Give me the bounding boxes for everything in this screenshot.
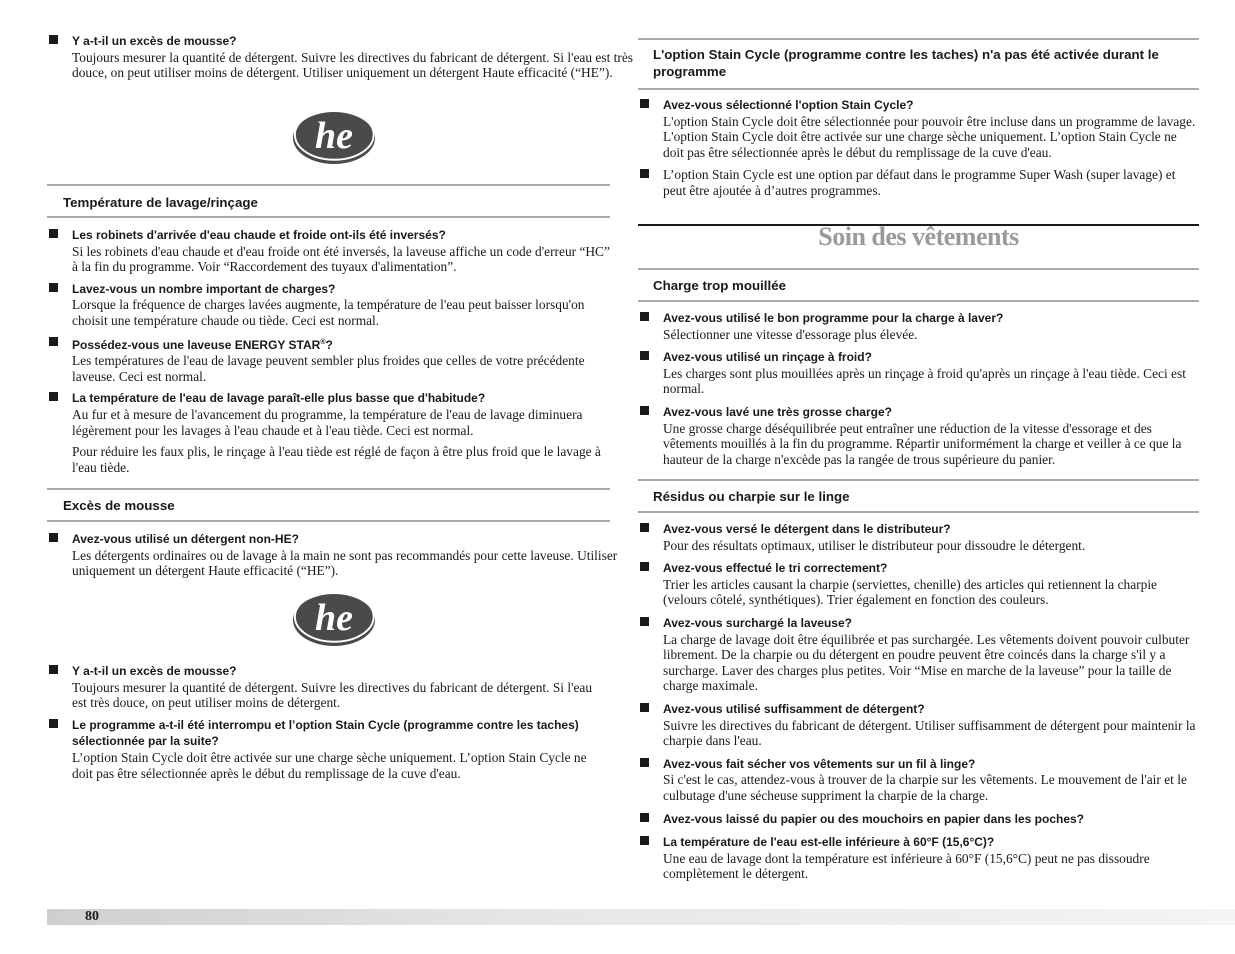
question: Avez-vous utilisé suffisamment de détergent? [663, 701, 925, 716]
he-logo-icon [291, 108, 377, 168]
stain-list [638, 97, 1199, 199]
list-item [47, 717, 610, 781]
question: Avez-vous utilisé un rinçage à froid? [663, 350, 872, 365]
question: Y a-t-il un excès de mousse? [72, 34, 237, 48]
question [72, 338, 333, 352]
registered-mark: ® [320, 338, 326, 346]
section-title: L'option Stain Cycle (programme contre les taches) n'a pas été activée durant le programme [653, 47, 1159, 79]
question: Avez-vous versé le détergent dans le distributeur? [663, 522, 951, 536]
list-item [638, 811, 1199, 828]
bullet-icon [49, 533, 58, 542]
bullet-icon [49, 35, 58, 44]
bullet-icon [49, 719, 58, 728]
answer: Pour des résultats optimaux, utiliser le distributeur pour dissoudre le détergent. [663, 537, 1086, 553]
question: Y a-t-il un excès de mousse? [72, 664, 237, 678]
question: La température de l'eau est-elle inférieure à 60°F (15,6°C)? [663, 835, 995, 850]
section-title: Excès de mousse [63, 498, 175, 513]
bullet-icon [640, 562, 649, 571]
answer: L’option Stain Cycle doit être activée sur une charge sèche uniquement. L’option Stain Cycle ne doit pas être sélectionnée après le début du remplissage de la cuve d'eau. [72, 749, 587, 781]
bullet-icon [640, 312, 649, 321]
bullet-icon [49, 392, 58, 401]
question: La température de l'eau de lavage paraît-elle plus basse que d'habitude? [72, 391, 486, 406]
list-item [47, 33, 635, 81]
answer: Suivre les directives du fabricant de détergent. Utiliser suffisamment de détergent pour maintenir la charpie dans l'eau. [663, 717, 1196, 749]
answer: L’option Stain Cycle est une option par défaut dans le programme Super Wash (super lavage) et peut être ajoutée à d’autres programmes. [663, 167, 1176, 198]
question: Avez-vous utilisé le bon programme pour la charge à laver? [663, 311, 1004, 325]
he-logo-icon [291, 590, 377, 650]
answer: Si les robinets d'eau chaude et d'eau froide ont été inversés, la laveuse affiche un code d'erreur “HC” à la fin du programme. Voir “Raccordement des tuyaux d'alimentation”. [72, 243, 610, 275]
question: Avez-vous effectué le tri correctement? [663, 561, 888, 576]
list-item [47, 663, 610, 711]
question-text: Possédez-vous une laveuse ENERGY STAR [72, 337, 321, 352]
note-paragraph: Pour réduire les faux plis, le rinçage à l'eau tiède est réglé de façon à être plus froid que le lavage à l'eau tiède. [72, 444, 601, 475]
answer: Lorsque la fréquence de charges lavées augmente, la température de l'eau peut baisser lorsqu'on choisit une température chaude ou tiède. Ceci est normal. [72, 297, 585, 328]
page-title: Soin des vêtements [818, 222, 1019, 251]
bullet-icon [640, 813, 649, 822]
section-title: Charge trop mouillée [653, 278, 786, 293]
list-item [638, 404, 1199, 467]
question: Avez-vous surchargé la laveuse? [663, 615, 852, 630]
mouillee-list [638, 310, 1199, 467]
answer: Les détergents ordinaires ou de lavage à la main ne sont pas recommandés pour cette laveuse. Utiliser uniquement un détergent Haute efficacité (“HE”). [72, 547, 618, 579]
question: Les robinets d'arrivée d'eau chaude et froide ont-ils été inversés? [72, 228, 446, 242]
question: Avez-vous utilisé un détergent non-HE? [72, 532, 299, 546]
section-header-stain [638, 38, 1199, 90]
list-item [47, 390, 610, 438]
bullet-icon [640, 617, 649, 626]
footer-bar [47, 909, 1235, 925]
bullet-icon [640, 351, 649, 360]
question: Lavez-vous un nombre important de charges? [72, 281, 336, 296]
section-header-mousse [47, 488, 610, 522]
answer: Si c'est le cas, attendez-vous à trouver de la charpie sur les vêtements. Le mouvement de l'air et le culbutage d'une sécheuse suppriment la charpie de la charge. [663, 772, 1187, 803]
question: Le programme a-t-il été interrompu et l’option Stain Cycle (programme contre les taches) sélectionnée par la suite? [72, 717, 579, 749]
list-item [638, 521, 1199, 553]
section-header-temperature [47, 184, 610, 218]
page-number: 80 [85, 909, 99, 924]
answer: Une eau de lavage dont la température est inférieure à 60°F (15,6°C) peut ne pas dissoudre complètement le détergent. [663, 850, 1150, 882]
list-item [638, 310, 1199, 342]
question: Avez-vous sélectionné l'option Stain Cycle? [663, 98, 914, 112]
list-item [638, 560, 1199, 608]
answer: Les charges sont plus mouillées après un rinçage à froid qu'après un rinçage à l'eau tiède. Ceci est normal. [663, 365, 1186, 397]
list-item [638, 615, 1199, 694]
bullet-icon [640, 836, 649, 845]
answer: Trier les articles causant la charpie (serviettes, chenille) des articles qui retiennent la charpie (velours côtelé, synthétiques). Trier également en fonction des couleurs. [663, 576, 1158, 608]
question-end: ? [325, 337, 333, 352]
answer: Une grosse charge déséquilibrée peut entraîner une réduction de la vitesse d'essorage et des vêtements mouillés à la fin du programme. Répartir uniformément la charge et veiller à ce que la hauteur de la charge n'excède pas la rangée de trous supérieure du panier. [663, 420, 1182, 467]
answer: Toujours mesurer la quantité de détergent. Suivre les directives du fabricant de détergent. Si l'eau est très douce, on peut utiliser moins de détergent. [72, 679, 593, 711]
bullet-icon [640, 703, 649, 712]
list-item [47, 227, 610, 275]
bullet-icon [640, 406, 649, 415]
list-item [638, 834, 1199, 882]
temperature-list [47, 227, 610, 475]
list-item [638, 349, 1199, 397]
bullet-icon [49, 337, 58, 346]
list-item [47, 335, 610, 385]
list-item [638, 756, 1199, 804]
bullet-icon [49, 229, 58, 238]
answer: Sélectionner une vitesse d'essorage plus élevée. [663, 326, 918, 342]
section-header-mouillee [638, 268, 1199, 302]
bullet-icon [640, 99, 649, 108]
list-item [47, 531, 635, 579]
list-item [638, 167, 1199, 198]
question: Avez-vous lavé une très grosse charge? [663, 404, 892, 419]
answer: Toujours mesurer la quantité de détergent. Suivre les directives du fabricant de détergent. Si l'eau est très douce, on peut utiliser moins de détergent. Utiliser uniquement un détergent Haute efficacité (“HE”). [72, 49, 633, 81]
list-item [47, 281, 610, 329]
question: Avez-vous laissé du papier ou des mouchoirs en papier dans les poches? [663, 811, 1085, 826]
bullet-icon [640, 523, 649, 532]
list-item [638, 701, 1199, 749]
list-item [638, 97, 1199, 160]
answer: Les températures de l'eau de lavage peuvent sembler plus froides que celles de votre précédente laveuse. Ceci est normal. [72, 353, 585, 384]
question: Avez-vous fait sécher vos vêtements sur un fil à linge? [663, 756, 976, 771]
section-title: Température de lavage/rinçage [63, 195, 258, 210]
mousse-list [47, 663, 610, 781]
residus-list [638, 521, 1199, 882]
answer: La charge de lavage doit être équilibrée et pas surchargée. Les vêtements doivent pouvoir culbuter librement. De la charpie ou du détergent en poudre peuvent être coincés dans la charge s'il y a surcharge. Laver des charges plus petites. Voir “Mise en marche de la laveuse” pour la taille de charge maximale. [663, 631, 1190, 694]
bullet-icon [49, 665, 58, 674]
answer: L'option Stain Cycle doit être sélectionnée pour pouvoir être incluse dans un programme de lavage. L'option Stain Cycle doit être activée sur une charge sèche uniquement. L’option Stain Cycle ne doit pas être sélectionnée après le début du remplissage de la cuve d'eau. [663, 113, 1196, 160]
bullet-icon [49, 283, 58, 292]
bullet-icon [640, 169, 649, 178]
bullet-icon [640, 758, 649, 767]
answer: Au fur et à mesure de l'avancement du programme, la température de l'eau de lavage diminuera légèrement pour les lavages à l'eau chaude et à l'eau tiède. Ceci est normal. [72, 406, 583, 438]
section-header-residus [638, 479, 1199, 513]
section-title: Résidus ou charpie sur le linge [653, 489, 850, 504]
